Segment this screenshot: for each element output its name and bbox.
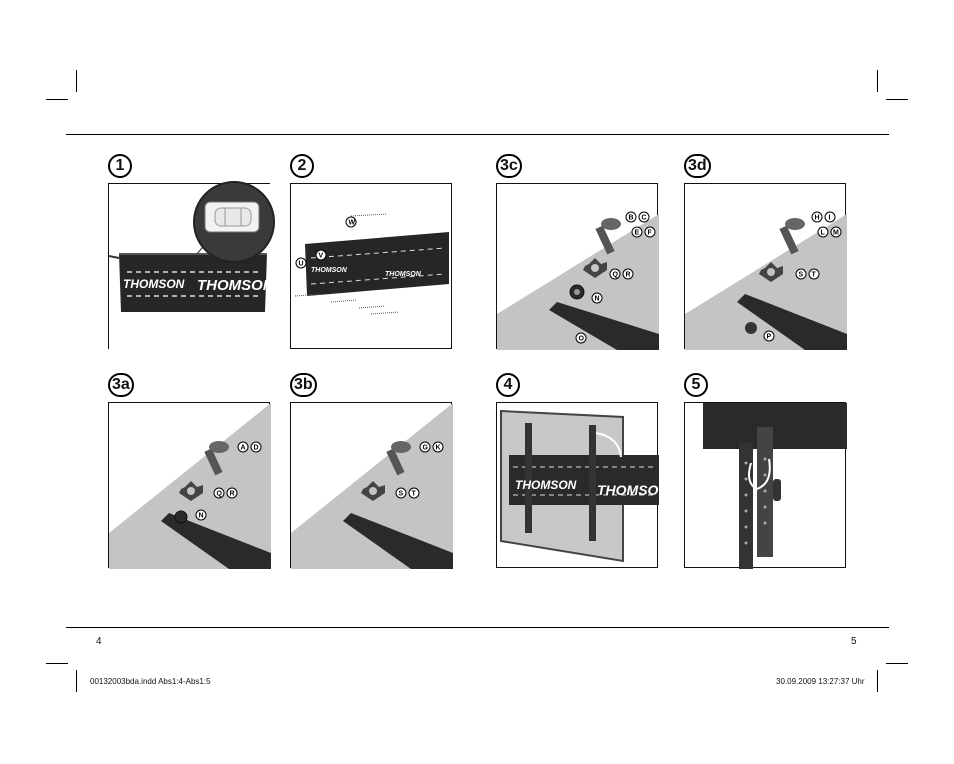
brand-logo: THOMSON (597, 482, 669, 498)
panel-step-4 (496, 402, 669, 568)
top-rule (66, 134, 889, 135)
part-label-t: T (811, 271, 816, 279)
part-label-g: G (422, 444, 428, 452)
panel-step-5 (684, 402, 846, 568)
part-label-r: R (229, 490, 235, 498)
brand-logo: THOMSON (515, 478, 577, 492)
part-label-d: D (253, 444, 259, 452)
crop-mark (877, 670, 878, 692)
step-1-badge: 1 (108, 154, 132, 178)
part-label-f: F (647, 229, 652, 237)
page-number-left: 4 (96, 636, 102, 647)
bottom-rule (66, 627, 889, 628)
step-3c-badge: 3c (496, 154, 522, 178)
part-label-i: I (828, 214, 831, 222)
part-label-h: H (814, 214, 820, 222)
part-label-n: N (594, 295, 600, 303)
part-label-r: R (625, 271, 631, 279)
step-3d-badge: 3d (684, 154, 711, 178)
panel-step-3c (496, 183, 658, 349)
crop-mark (76, 70, 77, 92)
step-4-badge: 4 (496, 373, 520, 397)
panel-step-3d (684, 183, 846, 349)
panel-step-3a (108, 402, 270, 568)
part-label-q: Q (216, 490, 222, 498)
page-number-right: 5 (851, 636, 857, 647)
part-label-s: S (798, 271, 804, 279)
brand-logo: THOMSON (385, 271, 421, 278)
part-label-m: M (833, 229, 839, 237)
panel-step-1 (108, 183, 274, 349)
part-label-s: S (398, 490, 404, 498)
crop-mark (886, 663, 908, 664)
part-label-b: B (628, 214, 634, 222)
crop-mark (46, 99, 68, 100)
step-3b-badge: 3b (290, 373, 317, 397)
part-label-p: P (766, 333, 772, 341)
timestamp-slug: 30.09.2009 13:27:37 Uhr (776, 677, 865, 686)
step-5-badge: 5 (684, 373, 708, 397)
crop-mark (76, 670, 77, 692)
panel-step-3b (290, 402, 452, 568)
panel-step-2 (290, 183, 452, 349)
step-3a-badge: 3a (108, 373, 134, 397)
part-label-c: C (641, 214, 647, 222)
brand-logo: THOMSON (123, 277, 185, 291)
brand-logo: THOMSON (197, 277, 274, 294)
brand-logo: THOMSON (311, 267, 347, 274)
step-2-badge: 2 (290, 154, 314, 178)
part-label-e: E (634, 229, 640, 237)
crop-mark (46, 663, 68, 664)
part-label-v: V (318, 252, 324, 260)
crop-mark (877, 70, 878, 92)
part-label-l: L (820, 229, 825, 237)
part-label-w: W (348, 219, 356, 227)
part-label-u: U (298, 260, 304, 268)
file-slug: 00132003bda.indd Abs1:4-Abs1:5 (90, 677, 211, 686)
part-label-a: A (240, 444, 246, 452)
part-label-k: K (435, 444, 441, 452)
part-label-q: Q (612, 271, 618, 279)
crop-mark (886, 99, 908, 100)
part-label-n: N (198, 512, 204, 520)
part-label-t: T (411, 490, 416, 498)
part-label-o: O (578, 335, 584, 343)
